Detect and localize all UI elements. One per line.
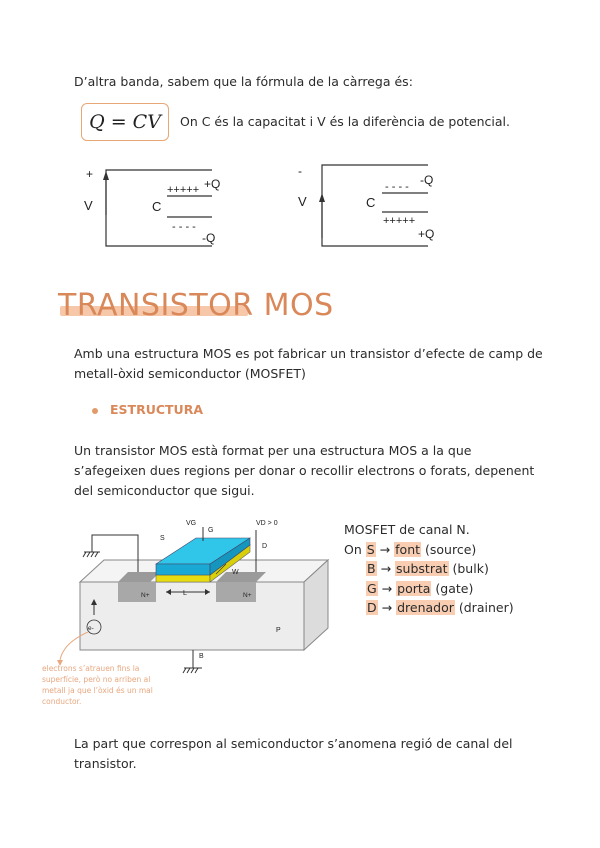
para2-line1: Un transistor MOS està format per una estructura MOS a la que xyxy=(74,443,472,458)
mosfet-row-s xyxy=(344,540,514,560)
right-v-label: V xyxy=(298,194,307,209)
on-label: On xyxy=(344,541,362,557)
left-top-charges: +++++ xyxy=(167,184,200,196)
left-top-q: +Q xyxy=(204,177,221,191)
label-vd: VD > 0 xyxy=(256,520,278,527)
label-n-left: N+ xyxy=(141,592,150,599)
arrow: → xyxy=(380,561,392,576)
right-top-charges: - - - - xyxy=(385,181,409,193)
label-s: S xyxy=(160,535,165,542)
right-c-label: C xyxy=(366,195,376,210)
arrow: → xyxy=(381,600,393,615)
handwritten-note: electrons s’atrauen fins la superfície, però no arriben al metall ja que l’òxid és un mal conductor. xyxy=(42,664,153,706)
para1-line1: Amb una estructura MOS es pot fabricar un transistor d’efecte de camp de xyxy=(74,346,543,361)
right-sign: - xyxy=(298,164,302,178)
mosfet-row-b xyxy=(344,559,514,579)
term-letter: G xyxy=(367,580,377,596)
term-letter: B xyxy=(367,561,376,576)
label-d: D xyxy=(262,543,268,550)
term-name: substrat xyxy=(396,561,448,576)
term-letter: D xyxy=(367,600,377,615)
label-l: L xyxy=(183,590,187,597)
term-name: porta xyxy=(397,580,431,596)
mosfet-row-d xyxy=(344,598,514,618)
left-v-label: V xyxy=(84,198,93,213)
label-p: P xyxy=(276,627,281,634)
label-vg: VG xyxy=(186,520,197,527)
term-desc: (bulk) xyxy=(452,561,489,576)
formula-box: Q = CV xyxy=(81,103,169,141)
intro-line: D’altra banda, sabem que la fórmula de la càrrega és: xyxy=(74,74,413,89)
right-bottom-q: +Q xyxy=(418,227,435,241)
arrow: → xyxy=(381,580,393,596)
left-bottom-q: -Q xyxy=(202,231,216,245)
left-bottom-charges: - - - - xyxy=(172,221,196,233)
para2-line2: s’afegeixen dues regions per donar o recollir electrons o forats, depenent xyxy=(74,463,535,478)
term-desc: (gate) xyxy=(435,580,474,596)
para1-line2: metall-òxid semiconductor (MOSFET) xyxy=(74,366,306,381)
term-desc: (source) xyxy=(425,541,477,557)
label-b: B xyxy=(199,653,204,660)
mosfet-title: MOSFET de canal N. xyxy=(344,522,470,537)
term-letter: S xyxy=(366,541,375,557)
label-n-right: N+ xyxy=(243,592,252,599)
para3-line2: transistor. xyxy=(74,756,137,771)
left-c-label: C xyxy=(152,199,162,214)
arrow: → xyxy=(379,541,391,557)
section-title-text: TRANSISTOR MOS xyxy=(58,288,334,323)
term-desc: (drainer) xyxy=(458,600,514,615)
para2-line3: del semiconductor que sigui. xyxy=(74,483,255,498)
mosfet-row-g xyxy=(344,579,514,599)
label-w: W xyxy=(232,569,239,576)
right-bottom-charges: +++++ xyxy=(383,215,416,227)
mosfet-list xyxy=(344,520,514,618)
para3-line1: La part que correspon al semiconductor s’anomena regió de canal del xyxy=(74,736,513,751)
formula-description: On C és la capacitat i V és la diferència de potencial. xyxy=(180,114,510,129)
term-name: drenador xyxy=(397,600,454,615)
bullet-estructura: ESTRUCTURA xyxy=(110,402,203,417)
left-sign: + xyxy=(86,167,94,181)
term-name: font xyxy=(395,541,421,557)
label-electron: e- xyxy=(88,625,94,632)
right-top-q: -Q xyxy=(420,173,434,187)
label-g: G xyxy=(208,527,214,534)
